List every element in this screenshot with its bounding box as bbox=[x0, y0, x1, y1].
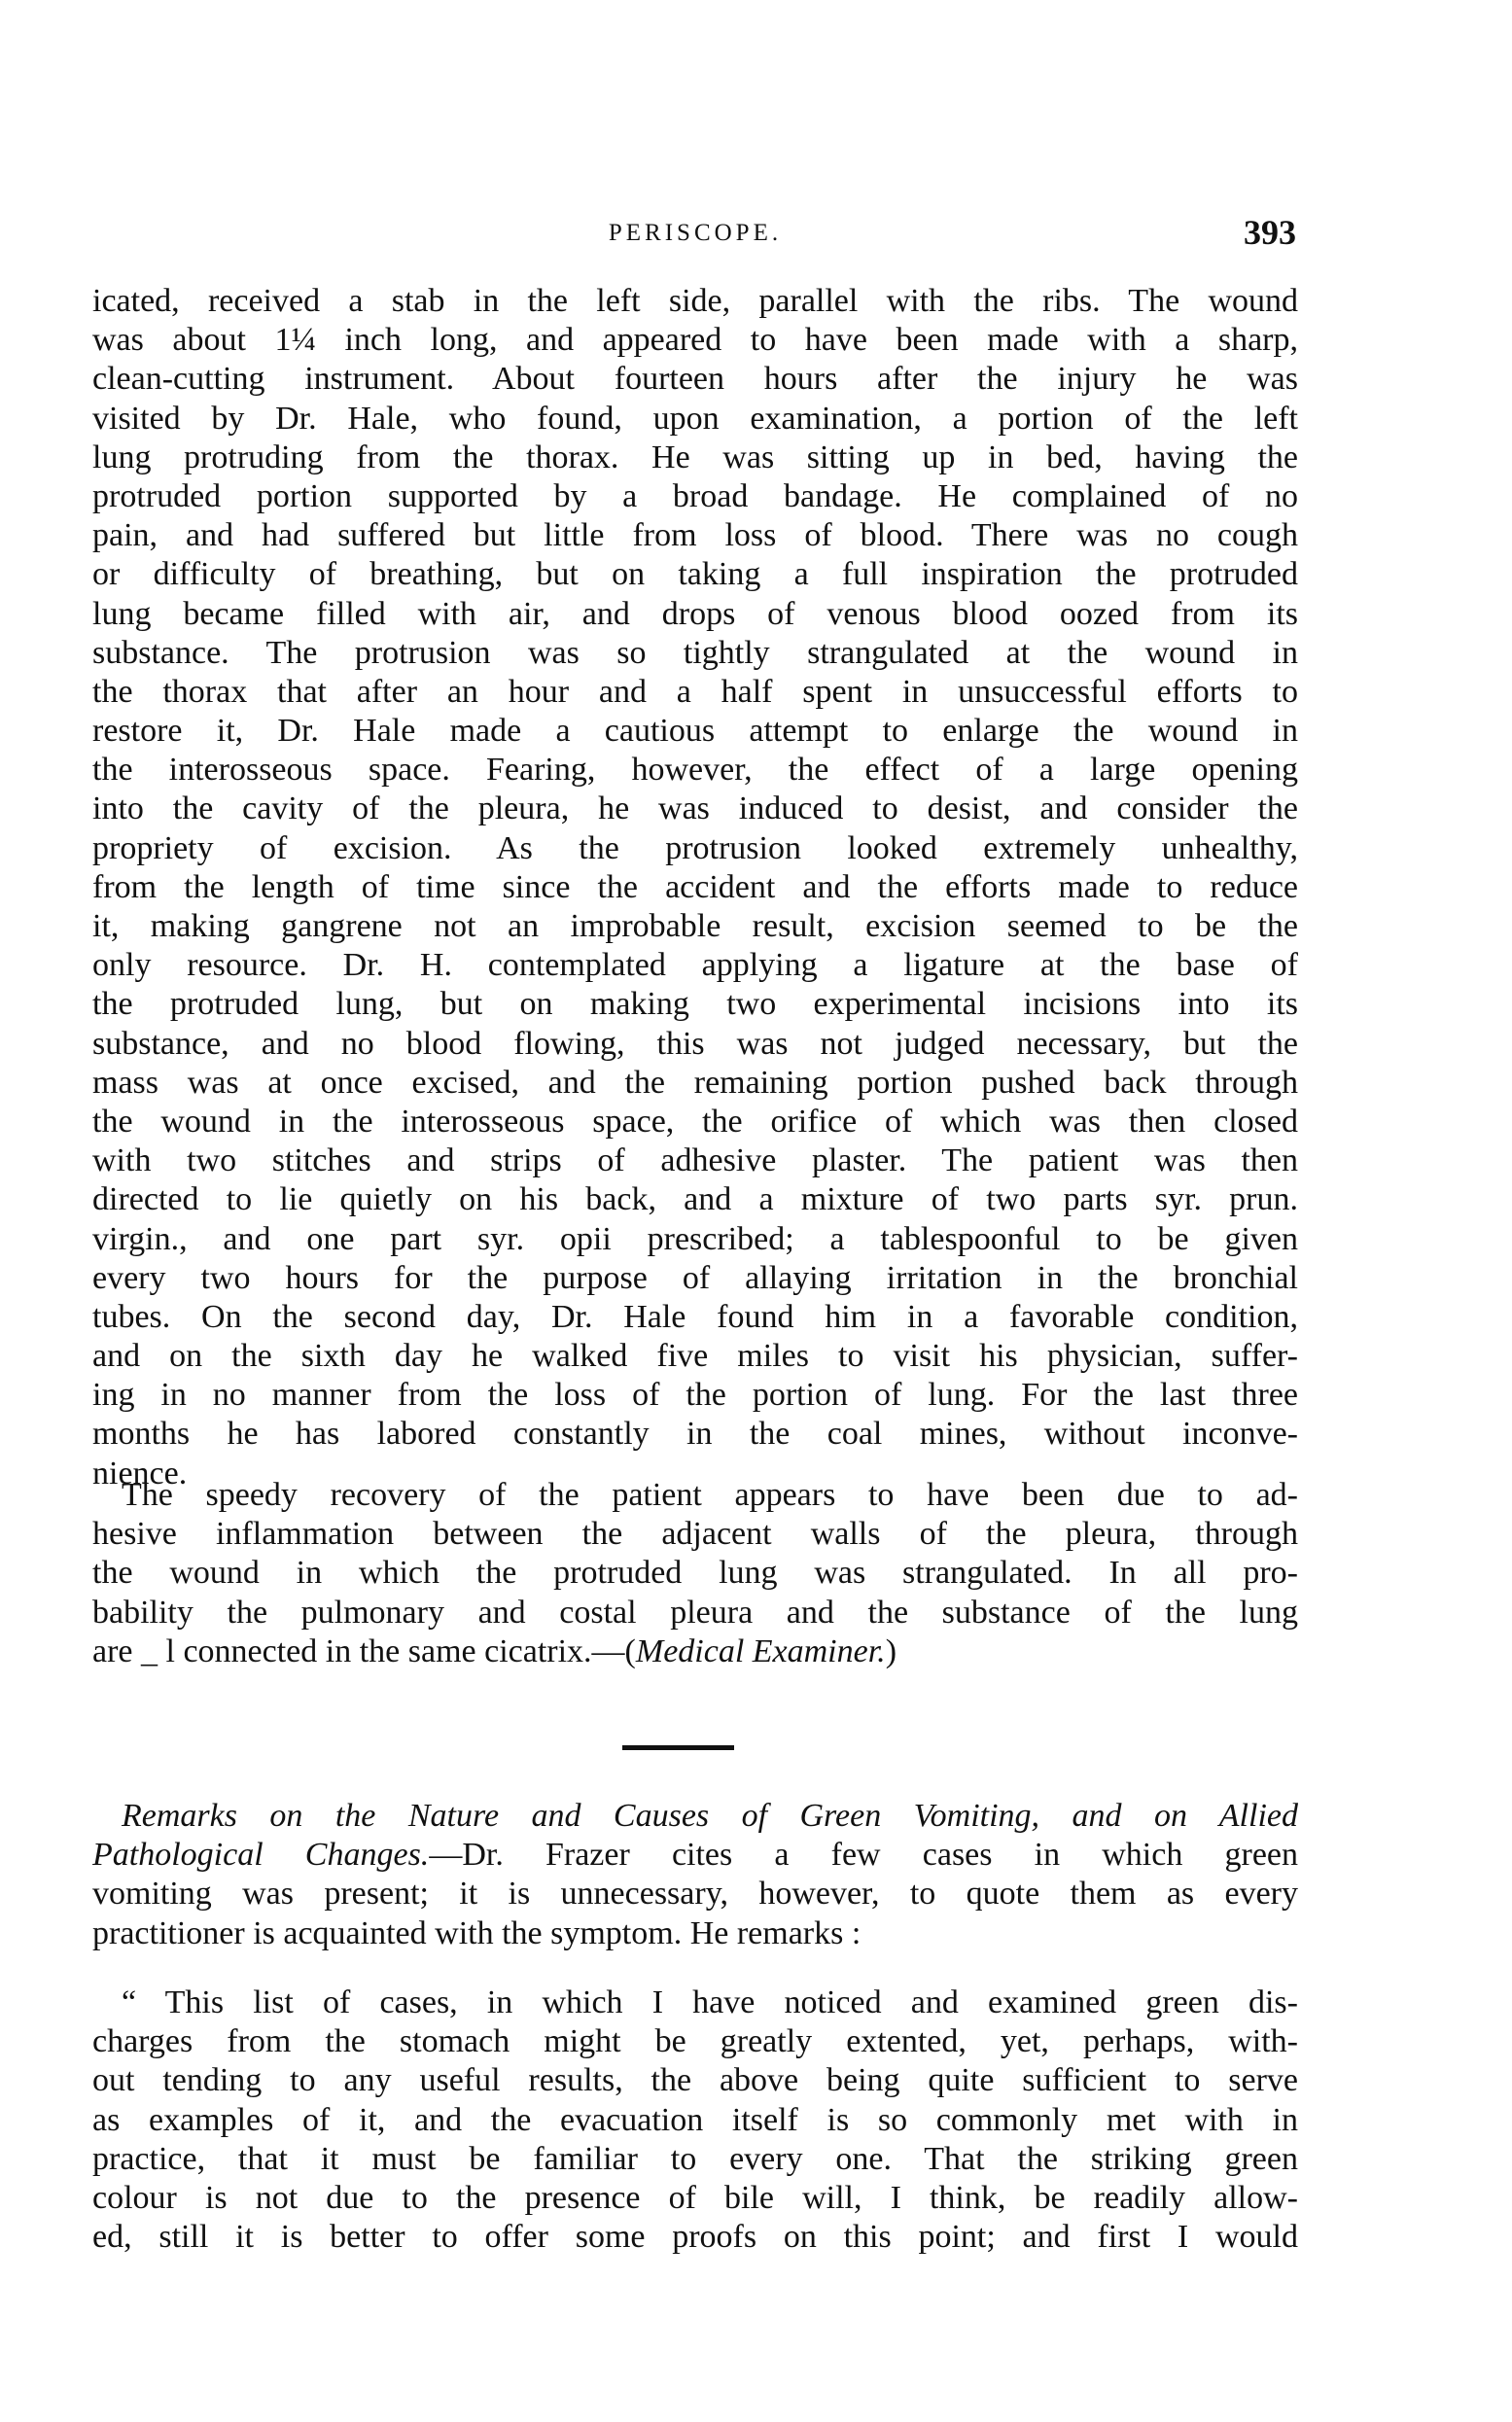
text-line: the wound in which the protruded lung was strangulated. In all pro- bbox=[92, 1555, 1298, 1592]
paragraph-quotation bbox=[92, 1983, 1298, 2257]
text-line: was about 1¼ inch long, and appeared to have been made with a sharp, bbox=[92, 322, 1298, 359]
text-line: the interosseous space. Fearing, however, the effect of a large opening bbox=[92, 752, 1298, 789]
paragraph-green-vomiting bbox=[92, 1797, 1298, 1953]
text-line: and on the sixth day he walked five miles to visit his physician, suffer- bbox=[92, 1338, 1298, 1375]
text-line: mass was at once excised, and the remaining portion pushed back through bbox=[92, 1064, 1298, 1101]
text-line: hesive inflammation between the adjacent walls of the pleura, through bbox=[92, 1516, 1298, 1553]
text-line: as examples of it, and the evacuation itself is so commonly met with in bbox=[92, 2101, 1298, 2138]
text-line: out tending to any useful results, the above being quite sufficient to serve bbox=[92, 2062, 1298, 2099]
text-line: only resource. Dr. H. contemplated applying a ligature at the base of bbox=[92, 947, 1298, 984]
text-line: protruded portion supported by a broad bandage. He complained of no bbox=[92, 477, 1298, 514]
text-fragment: are bbox=[92, 1632, 142, 1669]
text-line bbox=[92, 1836, 1298, 1875]
text-line: tubes. On the second day, Dr. Hale found him in a favorable condition, bbox=[92, 1298, 1298, 1335]
text-line: bability the pulmonary and costal pleura and the substance of the lung bbox=[92, 1594, 1298, 1631]
text-line: practitioner is acquainted with the symptom. He remarks : bbox=[92, 1914, 861, 1951]
text-line: pain, and had suffered but little from loss of blood. There was no cough bbox=[92, 517, 1298, 554]
article-title-line: Remarks on the Nature and Causes of Green Vomiting, and on Allied bbox=[122, 1798, 1298, 1834]
text-line: propriety of excision. As the protrusion looked extremely unhealthy, bbox=[92, 829, 1298, 866]
citation-source: Medical Examiner. bbox=[635, 1632, 886, 1669]
text-line: the protruded lung, but on making two experimental incisions into its bbox=[92, 986, 1298, 1023]
text-line: the wound in the interosseous space, the orifice of which was then closed bbox=[92, 1103, 1298, 1140]
text-line: colour is not due to the presence of bile will, I think, be readily allow- bbox=[92, 2179, 1298, 2216]
text-line: directed to lie quietly on his back, and a mixture of two parts syr. prun. bbox=[92, 1181, 1298, 1218]
text-line: into the cavity of the pleura, he was induced to desist, and consider the bbox=[92, 790, 1298, 827]
text-line: icated, received a stab in the left side, parallel with the ribs. The wound bbox=[92, 283, 1298, 319]
section-divider bbox=[622, 1745, 734, 1750]
text-line: restore it, Dr. Hale made a cautious attempt to enlarge the wound in bbox=[92, 713, 1298, 750]
paragraph-case-report bbox=[92, 282, 1298, 1493]
text-line: months he has labored constantly in the coal mines, without inconve- bbox=[92, 1416, 1298, 1453]
text-line: nience. bbox=[92, 1455, 188, 1492]
text-line: visited by Dr. Hale, who found, upon examination, a portion of the left bbox=[92, 400, 1298, 437]
text-line: lung became filled with air, and drops of venous blood oozed from its bbox=[92, 595, 1298, 632]
text-line: clean-cutting instrument. About fourteen hours after the injury he was bbox=[92, 361, 1298, 398]
text-line: substance, and no blood flowing, this was not judged necessary, but the bbox=[92, 1025, 1298, 1062]
document-page bbox=[92, 0, 1298, 2422]
text-line: charges from the stomach might be greatly extented, yet, perhaps, with- bbox=[92, 2023, 1298, 2060]
article-title-continuation: Pathological Changes. bbox=[92, 1837, 430, 1874]
text-line: ing in no manner from the loss of the portion of lung. For the last three bbox=[92, 1377, 1298, 1414]
text-line: “ This list of cases, in which I have noticed and examined green dis- bbox=[122, 1984, 1298, 2020]
text-line: it, making gangrene not an improbable result, excision seemed to be the bbox=[92, 908, 1298, 944]
text-line: substance. The protrusion was so tightly strangulated at the wound in bbox=[92, 634, 1298, 671]
text-line: vomiting was present; it is unnecessary, however, to quote them as every bbox=[92, 1876, 1298, 1913]
text-line bbox=[92, 1632, 1298, 1671]
text-line: or difficulty of breathing, but on taking a full inspiration the protruded bbox=[92, 556, 1298, 593]
text-fragment: l connected in the same cicatrix.—( bbox=[165, 1632, 636, 1669]
text-line: virgin., and one part syr. opii prescribed; a tablespoonful to be given bbox=[92, 1220, 1298, 1257]
text-fragment: _ bbox=[141, 1632, 166, 1669]
text-line: practice, that it must be familiar to every one. That the striking green bbox=[92, 2140, 1298, 2177]
page-number: 393 bbox=[1244, 213, 1296, 252]
text-line: every two hours for the purpose of allaying irritation in the bronchial bbox=[92, 1259, 1298, 1296]
text-line: ed, still it is better to offer some proofs on this point; and first I would bbox=[92, 2219, 1298, 2256]
text-line: with two stitches and strips of adhesive plaster. The patient was then bbox=[92, 1142, 1298, 1179]
text-fragment: —Dr. Frazer cites a few cases in which green bbox=[429, 1837, 1298, 1874]
text-line: the thorax that after an hour and a half spent in unsuccessful efforts to bbox=[92, 673, 1298, 710]
text-line: lung protruding from the thorax. He was sitting up in bed, having the bbox=[92, 439, 1298, 475]
running-head bbox=[92, 212, 1298, 261]
text-fragment: ) bbox=[885, 1632, 897, 1669]
text-line: The speedy recovery of the patient appears to have been due to ad- bbox=[122, 1477, 1298, 1513]
running-head-title: PERISCOPE. bbox=[608, 220, 783, 246]
paragraph-recovery bbox=[92, 1476, 1298, 1671]
text-line: from the length of time since the accident and the efforts made to reduce bbox=[92, 868, 1298, 905]
